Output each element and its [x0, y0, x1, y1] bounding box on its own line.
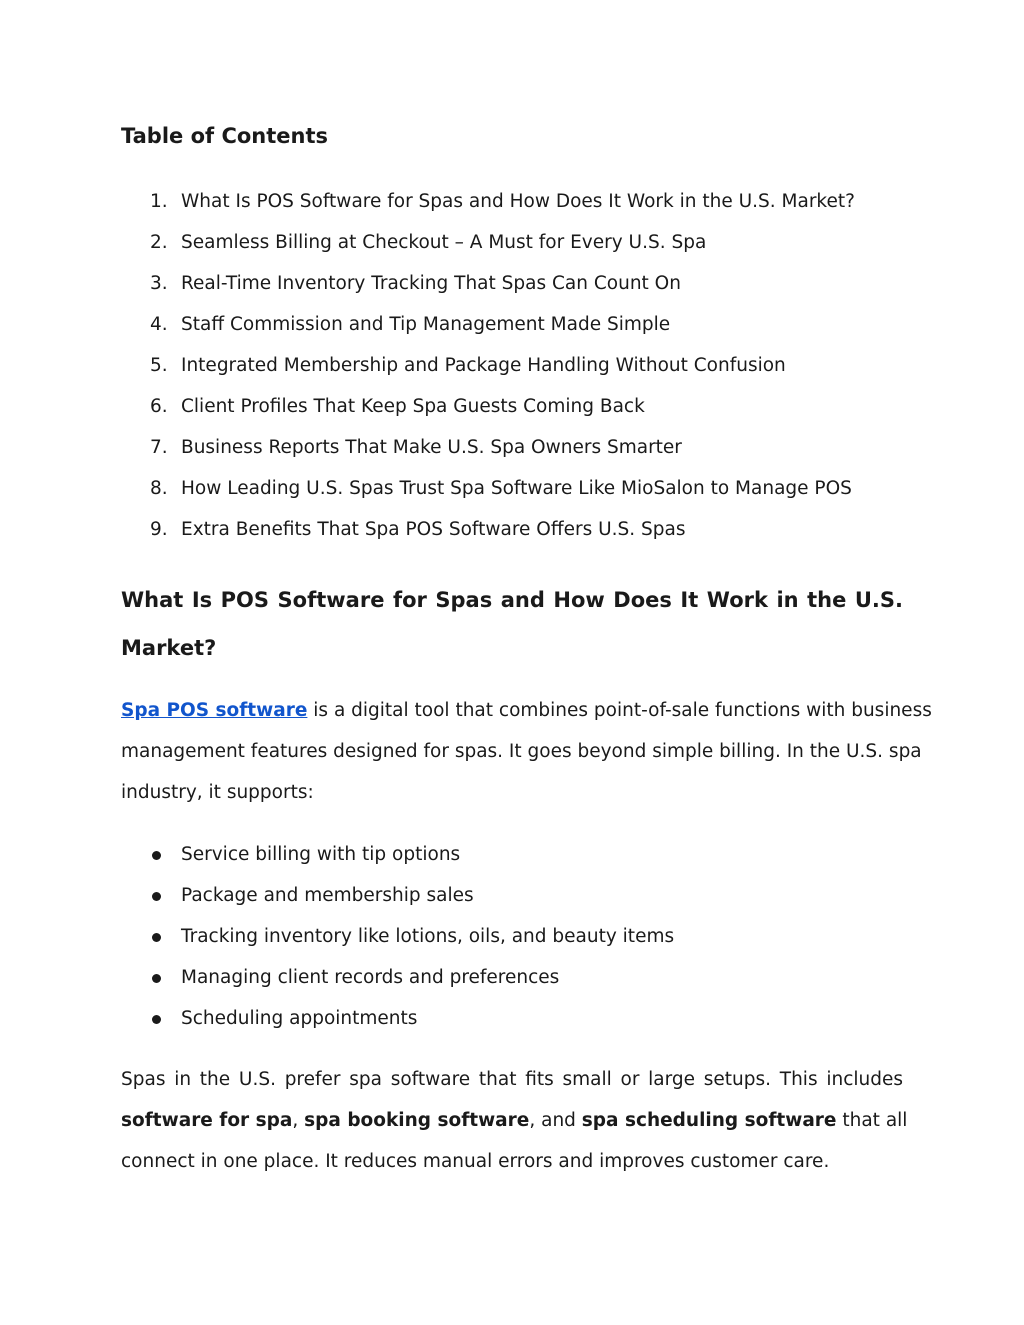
- toc-item-text: How Leading U.S. Spas Trust Spa Software Like MioSalon to Manage POS: [181, 478, 852, 499]
- toc-item-number: 7.: [150, 437, 168, 458]
- toc-item-text: Seamless Billing at Checkout – A Must for Every U.S. Spa: [181, 232, 707, 253]
- toc-item-text: Real-Time Inventory Tracking That Spas Can Count On: [181, 273, 681, 294]
- toc-item-number: 9.: [150, 519, 168, 540]
- list-item-text: Tracking inventory like lotions, oils, and beauty items: [181, 926, 675, 947]
- toc-item-number: 1.: [150, 191, 168, 212]
- paragraph-text: , and: [529, 1110, 582, 1131]
- paragraph-line: Spas in the U.S. prefer spa software that fits small or large setups. This includes: [121, 1069, 903, 1090]
- paragraph-text: ,: [292, 1110, 305, 1131]
- paragraph-line: industry, it supports:: [121, 782, 314, 803]
- keyword-spa-scheduling-software: spa scheduling software: [581, 1110, 837, 1131]
- section-heading-line: Market?: [121, 636, 217, 660]
- toc-item-number: 3.: [150, 273, 168, 294]
- toc-item-number: 2.: [150, 232, 168, 253]
- toc-item-text: Business Reports That Make U.S. Spa Owners Smarter: [181, 437, 682, 458]
- list-item-text: Scheduling appointments: [181, 1008, 418, 1029]
- paragraph-line: management features designed for spas. It goes beyond simple billing. In the U.S. spa: [121, 741, 922, 762]
- bullet-icon: [152, 892, 161, 901]
- toc-item-text: Integrated Membership and Package Handling Without Confusion: [181, 355, 786, 376]
- keyword-spa-booking-software: spa booking software: [304, 1110, 530, 1131]
- toc-item-text: What Is POS Software for Spas and How Does It Work in the U.S. Market?: [181, 191, 855, 212]
- toc-item-text: Client Profiles That Keep Spa Guests Coming Back: [181, 396, 645, 417]
- toc-item-text: Extra Benefits That Spa POS Software Offers U.S. Spas: [181, 519, 686, 540]
- list-item-text: Package and membership sales: [181, 885, 474, 906]
- toc-item-number: 8.: [150, 478, 168, 499]
- section-heading: [121, 576, 903, 672]
- closing-paragraph: [121, 1059, 908, 1182]
- list-item-text: Service billing with tip options: [181, 844, 461, 865]
- paragraph-line: [121, 690, 932, 731]
- bullet-icon: [152, 933, 161, 942]
- toc-item-number: 4.: [150, 314, 168, 335]
- paragraph-text: is a digital tool that combines point-of-sale functions with business: [307, 700, 932, 721]
- toc-title: Table of Contents: [121, 124, 329, 148]
- toc-item-number: 6.: [150, 396, 168, 417]
- spa-pos-software-link[interactable]: Spa POS software: [121, 700, 308, 721]
- list-item-text: Managing client records and preferences: [181, 967, 560, 988]
- intro-paragraph: [121, 690, 932, 813]
- toc-item-number: 5.: [150, 355, 168, 376]
- keyword-software-for-spa: software for spa: [121, 1110, 293, 1131]
- paragraph-line: connect in one place. It reduces manual errors and improves customer care.: [121, 1151, 830, 1172]
- bullet-icon: [152, 1015, 161, 1024]
- toc-item-text: Staff Commission and Tip Management Made Simple: [181, 314, 671, 335]
- bullet-icon: [152, 851, 161, 860]
- paragraph-line: [121, 1100, 908, 1141]
- paragraph-text: that all: [836, 1110, 908, 1131]
- bullet-icon: [152, 974, 161, 983]
- section-heading-line: What Is POS Software for Spas and How Does It Work in the U.S.: [121, 588, 903, 612]
